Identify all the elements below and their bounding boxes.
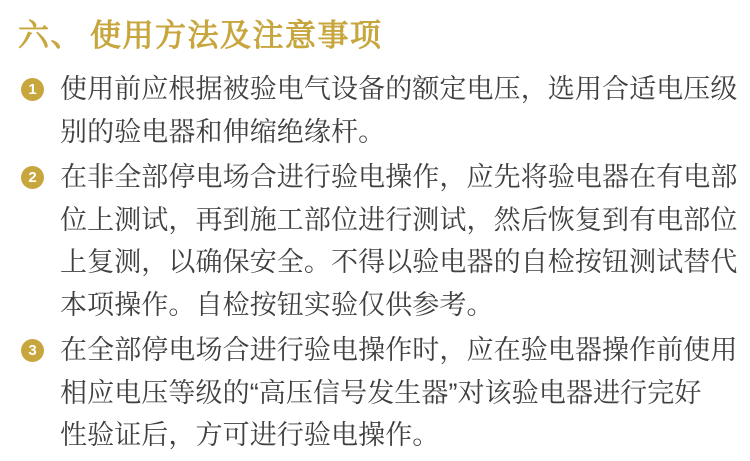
item-text-line: 上复测，以确保安全。不得以验电器的自检按钮测试替代	[60, 247, 738, 277]
item-text-line: 在全部停电场合进行验电操作时，应在验电器操作前使用	[60, 335, 738, 365]
list-item-2	[18, 156, 738, 326]
item-text-line: 别的验电器和伸缩绝缘杆。	[60, 116, 386, 147]
list-item-1	[18, 68, 738, 153]
item-text-line: 使用前应根据被验电气设备的额定电压，选用合适电压级	[60, 74, 738, 104]
item-text-line: 在非全部停电场合进行验电操作，应先将验电器在有电部	[60, 162, 738, 192]
item-text-2	[60, 156, 738, 326]
item-text-line: 本项操作。自检按钮实验仅供参考。	[60, 289, 494, 320]
section-number: 六、	[18, 18, 83, 53]
item-text-1	[60, 68, 738, 153]
item-text-line: 性验证后，方可进行验电操作。	[60, 420, 440, 450]
item-number-badge-1: 1	[21, 78, 44, 101]
list-item-3	[18, 329, 738, 457]
item-number-badge-2: 2	[21, 166, 44, 189]
section-title: 使用方法及注意事项	[90, 18, 383, 53]
section-heading	[18, 16, 738, 56]
item-text-line: 相应电压等级的“高压信号发生器”对该验电器进行完好	[60, 377, 702, 408]
item-number-badge-3: 3	[21, 339, 44, 362]
item-text-3	[60, 329, 738, 457]
item-text-line: 位上测试，再到施工部位进行测试，然后恢复到有电部位	[60, 204, 738, 235]
